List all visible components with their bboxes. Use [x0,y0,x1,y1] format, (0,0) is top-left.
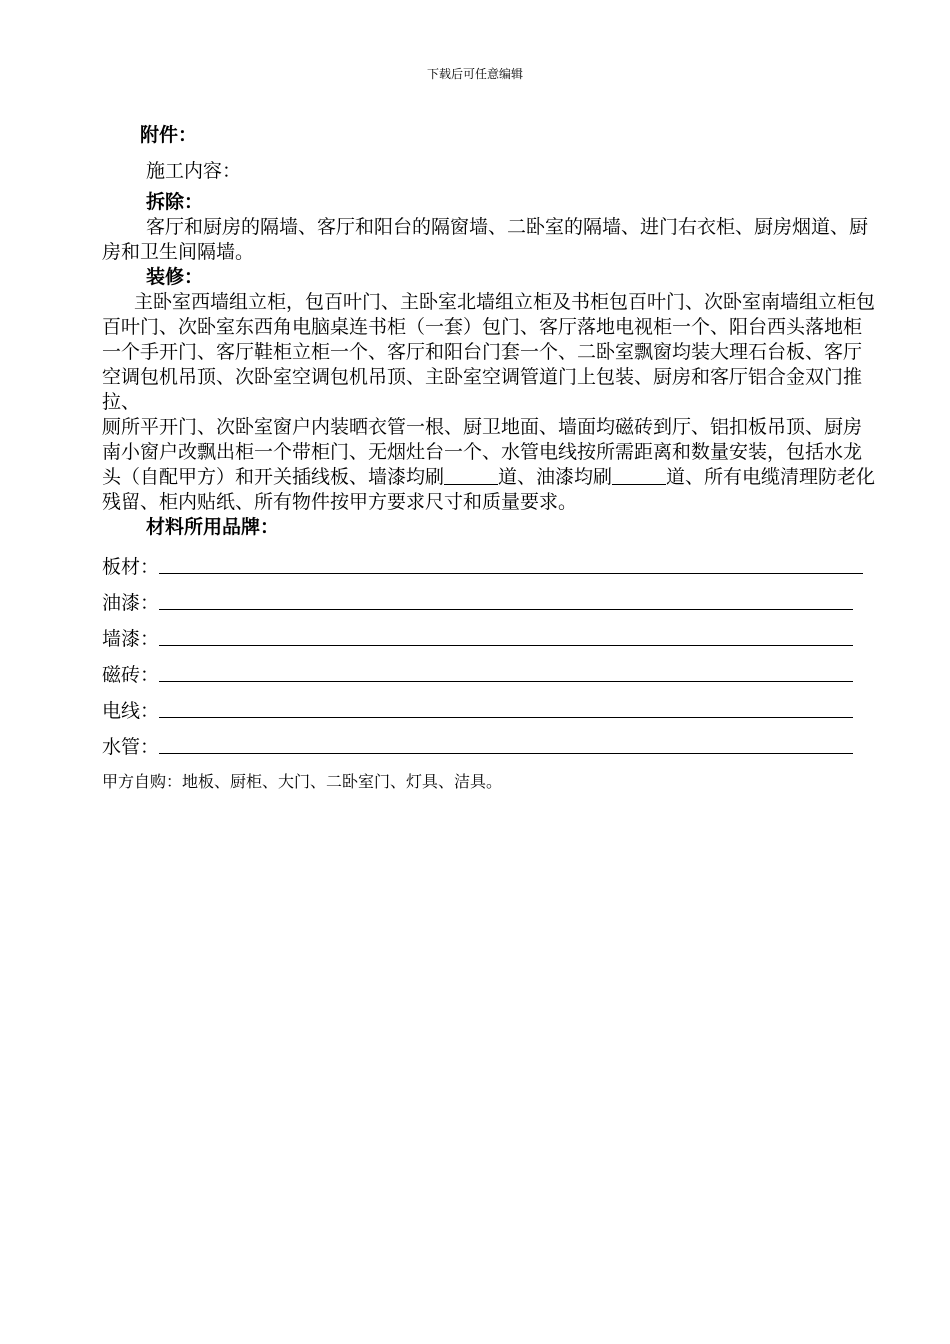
annex-title: 附件： [140,124,198,146]
brand-label: 电线： [102,700,160,722]
brand-label: 墙漆： [102,628,160,650]
renovation-text-2c: 道、所有电缆清理防老化残留、柜内贴纸、所有物件按甲方要求尺寸和质量要求。 [102,466,876,513]
brand-fill-line[interactable] [159,735,853,754]
brand-fill-line[interactable] [159,555,863,574]
document-body [102,118,878,794]
wall-paint-coats-blank[interactable] [444,465,498,485]
oil-paint-coats-blank[interactable] [612,465,666,485]
brand-row-board [102,544,878,580]
brand-row-tile [102,652,878,688]
demolition-text: 客厅和厨房的隔墙、客厅和阳台的隔窗墙、二卧室的隔墙、进门右衣柜、厨房烟道、厨房和卫生间隔墙。 [102,216,869,263]
brand-fill-line[interactable] [159,627,853,646]
contents-label: 施工内容： [146,160,242,182]
brand-row-wall-paint [102,616,878,652]
materials-title: 材料所用品牌： [146,516,280,538]
brand-row-wire [102,688,878,724]
renovation-text-1: 主卧室西墙组立柜，包百叶门、主卧室北墙组立柜及书柜包百叶门、次卧室南墙组立柜包百叶门、次卧室东西角电脑桌连书柜（一套）包门、客厅落地电视柜一个、阳台西头落地柜一个手开门、客厅鞋柜立柜一个、客厅和阳台门套一个、二卧室飘窗均装大理石台板、客厅空调包机吊顶、次卧室空调包机吊顶、主卧室空调管道门上包装、厨房和客厅铝合金双门推拉、 [102,291,876,413]
brand-list [102,544,878,760]
renovation-text-2b: 道、油漆均刷 [498,466,613,488]
demolition-title: 拆除： [146,191,204,213]
brand-fill-line[interactable] [159,699,853,718]
brand-fill-line[interactable] [159,663,853,682]
brand-label: 磁砖： [102,664,160,686]
brand-label: 油漆： [102,592,160,614]
brand-fill-line[interactable] [159,591,853,610]
brand-label: 板材： [102,556,160,578]
page-header: 下载后可任意编辑 [426,67,523,81]
brand-label: 水管： [102,736,160,758]
renovation-title: 装修： [146,266,204,288]
renovation-text-2a: 厕所平开门、次卧室窗户内装晒衣管一根、厨卫地面、墙面均磁砖到厅、铝扣板吊顶、厨房南小窗户改飘出柜一个带柜门、无烟灶台一个、水管电线按所需距离和数量安装，包括水龙头（自配甲方）和开关插线板、墙漆均刷 [102,416,863,488]
brand-row-oil-paint [102,580,878,616]
brand-row-water-pipe [102,724,878,760]
self-purchase-note: 甲方自购：地板、厨柜、大门、二卧室门、灯具、洁具。 [102,772,503,791]
renovation-text-2 [102,415,878,515]
